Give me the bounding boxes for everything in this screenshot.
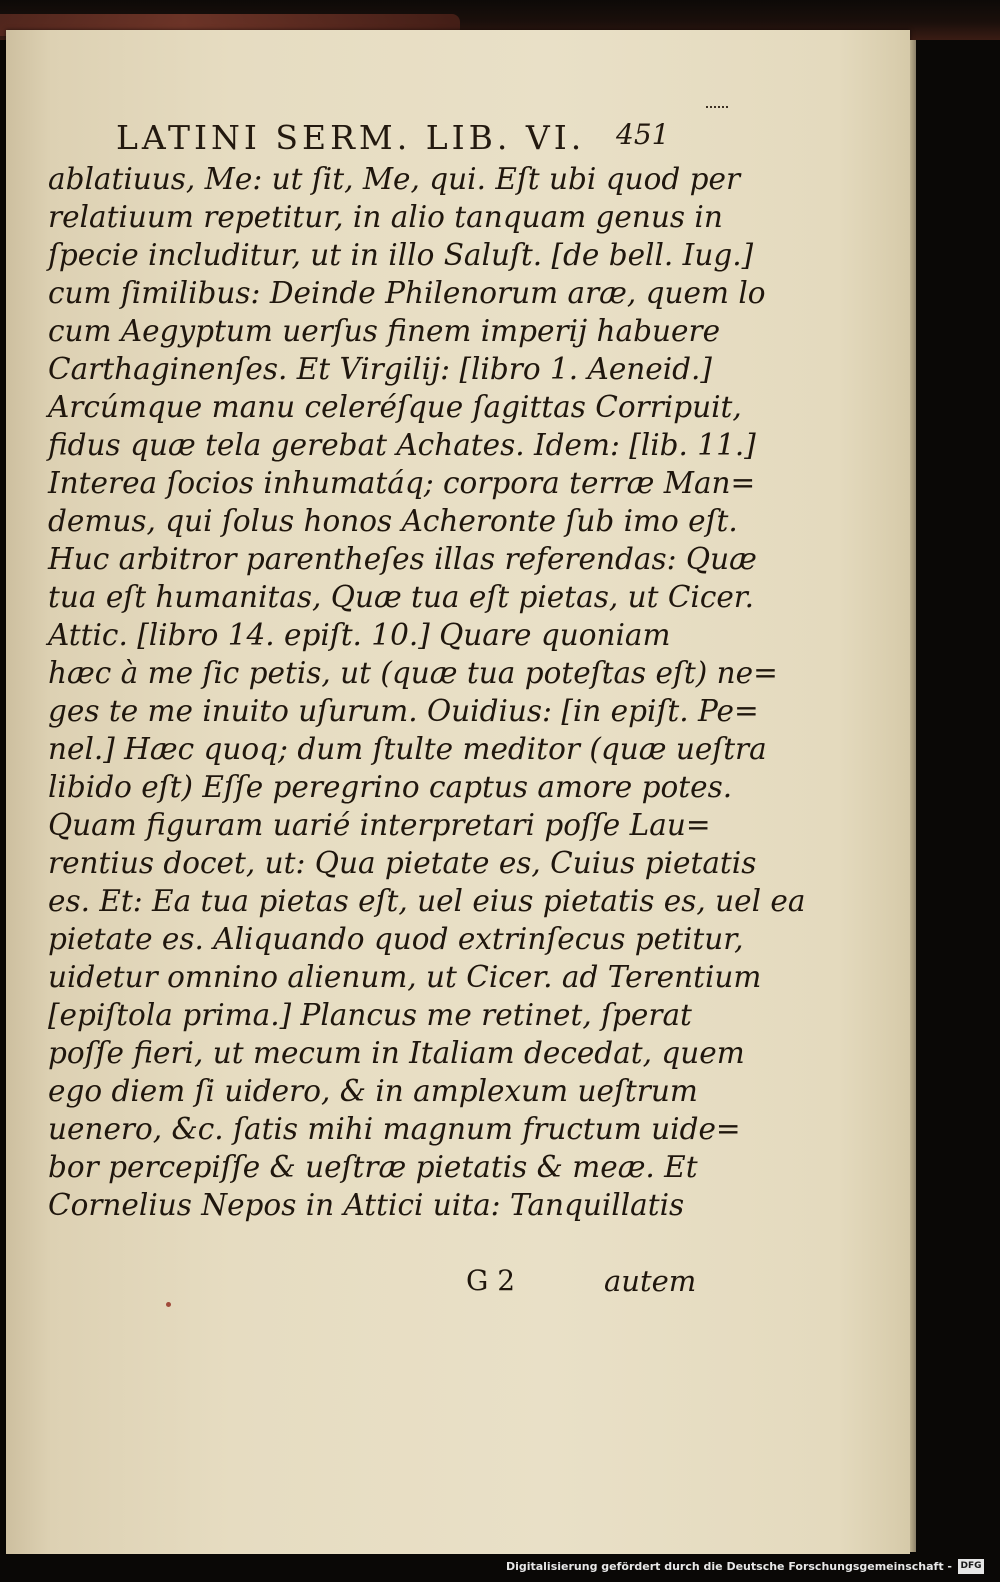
text-line: ablatiuus, Me: ut ſit, Me, qui. Eſt ubi quod per [48, 162, 741, 196]
text-line: ſpecie includitur, ut in illo Saluſt. [de bell. Iug.] [48, 238, 754, 272]
text-line: hæc à me ſic petis, ut (quæ tua poteſtas eſt) ne= [48, 656, 778, 690]
text-line: fidus quæ tela gerebat Achates. Idem: [lib. 11.] [48, 428, 756, 462]
text-line: ges te me inuito uſurum. Ouidius: [in epiſt. Pe= [48, 694, 759, 728]
text-line: nel.] Hæc quoq; dum ſtulte meditor (quæ ueſtra [48, 732, 767, 766]
body-text [48, 160, 806, 1224]
text-line: cum ſimilibus: Deinde Philenorum aræ, quem lo [48, 276, 766, 310]
text-line: libido eſt) Eſſe peregrino captus amore potes. [48, 770, 733, 804]
text-line: Interea ſocios inhumatáq; corpora terræ Man= [48, 466, 756, 500]
text-line: Huc arbitror parentheſes illas referendas: Quæ [48, 542, 757, 576]
text-line: poſſe fieri, ut mecum in Italiam decedat, quem [48, 1036, 745, 1070]
text-line: Cornelius Nepos in Attici uita: Tanquillatis [48, 1188, 685, 1222]
text-line: Carthaginenſes. Et Virgilij: [libro 1. Aeneid.] [48, 352, 712, 386]
text-line: relatiuum repetitur, in alio tanquam genus in [48, 200, 723, 234]
text-line: es. Et: Ea tua pietas eſt, uel eius pietatis es, uel ea [48, 884, 806, 918]
catchword: autem [604, 1264, 697, 1298]
text-line: ego diem ſi uidero, & in amplexum ueſtrum [48, 1074, 698, 1108]
margin-mark [706, 102, 728, 108]
text-line: uenero, &c. ſatis mihi magnum fructum uide= [48, 1112, 741, 1146]
text-line: demus, qui ſolus honos Acheronte ſub imo eſt. [48, 504, 738, 538]
funding-credit: Digitalisierung gefördert durch die Deutsche Forschungsgemeinschaft - [505, 1560, 952, 1573]
page-number: 451 [616, 118, 670, 151]
text-line: Quam figuram uarié interpretari poſſe Lau= [48, 808, 711, 842]
text-line: tua eſt humanitas, Quæ tua eſt pietas, ut Cicer. [48, 580, 755, 614]
text-line: pietate es. Aliquando quod extrinſecus petitur, [48, 922, 744, 956]
text-line: Attic. [libro 14. epiſt. 10.] Quare quoniam [48, 618, 671, 652]
text-line: cum Aegyptum uerſus finem imperij habuere [48, 314, 721, 348]
signature-mark: G 2 [466, 1264, 516, 1297]
running-head: LATINI SERM. LIB. VI. [116, 118, 586, 157]
text-line: Arcúmque manu celeréſque ſagittas Corripuit, [48, 390, 742, 424]
dfg-logo-icon: DFG [958, 1559, 984, 1574]
text-line: [epiſtola prima.] Plancus me retinet, ſperat [48, 998, 692, 1032]
text-line: rentius docet, ut: Qua pietate es, Cuius pietatis [48, 846, 757, 880]
page-header [116, 112, 676, 162]
text-line: bor percepiſſe & ueſtræ pietatis & meæ. Et [48, 1150, 698, 1184]
page-fore-edge [910, 40, 916, 1552]
ink-spot [166, 1302, 171, 1307]
text-line: uidetur omnino alienum, ut Cicer. ad Terentium [48, 960, 762, 994]
